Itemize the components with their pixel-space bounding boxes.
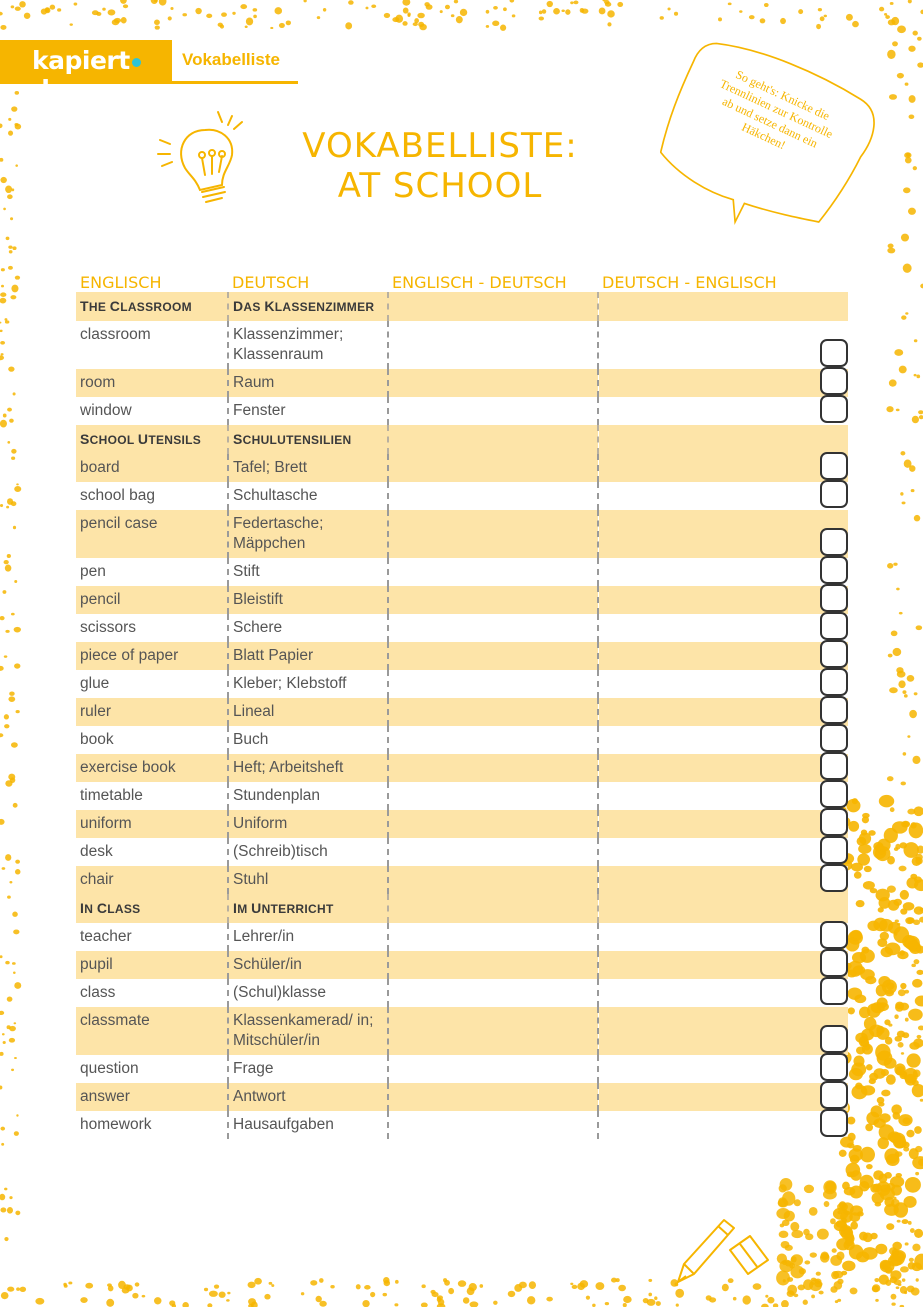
checkbox[interactable]: [820, 528, 848, 556]
practice-cell-english-german: [388, 1055, 598, 1083]
practice-cell-english-german: [388, 726, 598, 754]
practice-cell-english-german: [388, 979, 598, 1007]
table-row: [76, 754, 848, 782]
german-word: Antwort: [228, 1083, 388, 1111]
table-row: [76, 923, 848, 951]
practice-cell-english-german: [388, 838, 598, 866]
practice-cell-english-german: [388, 586, 598, 614]
english-word: question: [80, 1060, 139, 1077]
lightbulb-icon: [150, 100, 260, 215]
practice-cell-german-english: [598, 482, 848, 510]
practice-cell-german-english: [598, 923, 848, 951]
english-word: window: [80, 402, 132, 419]
german-word: Schere: [228, 614, 388, 642]
english-word: pen: [80, 563, 106, 580]
german-word: Lehrer/in: [228, 923, 388, 951]
english-word: board: [76, 454, 228, 482]
german-word: Heft; Arbeitsheft: [228, 754, 388, 782]
table-row: [76, 454, 848, 482]
practice-cell-english-german: [388, 754, 598, 782]
practice-cell-english-german: [388, 894, 598, 923]
pencil-eraser-icon: [670, 1210, 780, 1295]
english-word: pencil: [76, 586, 228, 614]
english-word: pupil: [76, 951, 228, 979]
checkbox[interactable]: [820, 339, 848, 367]
title-line-1: VOKABELLISTE:: [302, 126, 578, 166]
title-line-2: AT SCHOOL: [337, 166, 543, 206]
english-word: homework: [80, 1116, 152, 1133]
table-row: [76, 1083, 848, 1111]
checkbox[interactable]: [820, 864, 848, 892]
table-row: [76, 1111, 848, 1139]
checkbox[interactable]: [820, 752, 848, 780]
practice-cell-german-english: [598, 369, 848, 397]
checkbox[interactable]: [820, 395, 848, 423]
table-row: [76, 1007, 848, 1055]
practice-cell-german-english: [598, 586, 848, 614]
table-row: [76, 951, 848, 979]
practice-cell-german-english: [598, 810, 848, 838]
practice-cell-german-english: [598, 1083, 848, 1111]
practice-cell-german-english: [598, 642, 848, 670]
table-header-row: [76, 266, 848, 292]
practice-cell-english-german: [388, 292, 598, 321]
practice-cell-german-english: [598, 726, 848, 754]
german-word: Stuhl: [228, 866, 388, 894]
english-word: piece of paper: [76, 642, 228, 670]
table-row: [76, 782, 848, 810]
practice-cell-german-english: [598, 1007, 848, 1055]
checkbox[interactable]: [820, 480, 848, 508]
table-row: [76, 1055, 848, 1083]
practice-cell-english-german: [388, 670, 598, 698]
german-word: Blatt Papier: [228, 642, 388, 670]
practice-cell-english-german: [388, 558, 598, 586]
english-word: school bag: [80, 487, 155, 504]
checkbox[interactable]: [820, 640, 848, 668]
table-row: [76, 510, 848, 558]
checkbox[interactable]: [820, 556, 848, 584]
english-word: desk: [80, 843, 113, 860]
table-row: [76, 321, 848, 369]
german-word: Federtasche; Mäppchen: [228, 510, 388, 558]
practice-cell-english-german: [388, 1007, 598, 1055]
section-header-row: [76, 894, 848, 923]
practice-cell-english-german: [388, 1111, 598, 1139]
german-word: Stundenplan: [228, 782, 388, 810]
checkbox[interactable]: [820, 724, 848, 752]
instruction-text: So geht's: Knicke die Trennlinien zur Kontrolle ab und setze dann ein Häkchen!: [717, 67, 836, 153]
page-title: [300, 126, 580, 206]
table-row: [76, 670, 848, 698]
english-word: timetable: [80, 787, 143, 804]
section-label-german: DAS KLASSENZIMMER: [228, 292, 388, 321]
german-word: Schüler/in: [228, 951, 388, 979]
practice-cell-german-english: [598, 425, 848, 454]
practice-cell-german-english: [598, 454, 848, 482]
vocabulary-table: [76, 266, 848, 1139]
table-row: [76, 838, 848, 866]
checkbox[interactable]: [820, 780, 848, 808]
german-word: Schultasche: [228, 482, 388, 510]
table-row: [76, 698, 848, 726]
checkbox[interactable]: [820, 696, 848, 724]
practice-cell-english-german: [388, 482, 598, 510]
practice-cell-german-english: [598, 838, 848, 866]
section-label-english: SCHOOL UTENSILS: [76, 425, 228, 454]
table-row: [76, 726, 848, 754]
column-header-german-english: DEUTSCH - ENGLISCH: [602, 273, 777, 292]
checkbox[interactable]: [820, 367, 848, 395]
section-label-german: SCHULUTENSILIEN: [228, 425, 388, 454]
column-header-german: DEUTSCH: [232, 273, 310, 292]
table-row: [76, 369, 848, 397]
checkbox[interactable]: [820, 1109, 848, 1137]
practice-cell-english-german: [388, 510, 598, 558]
practice-cell-english-german: [388, 397, 598, 425]
german-word: Hausaufgaben: [228, 1111, 388, 1139]
column-header-english-german: ENGLISCH - DEUTSCH: [392, 273, 567, 292]
english-word: pencil case: [76, 510, 228, 558]
english-word: exercise book: [76, 754, 228, 782]
practice-cell-german-english: [598, 397, 848, 425]
english-word: ruler: [76, 698, 228, 726]
english-word: answer: [76, 1083, 228, 1111]
german-word: Buch: [228, 726, 388, 754]
german-word: (Schul)klasse: [228, 979, 388, 1007]
practice-cell-german-english: [598, 614, 848, 642]
column-header-english: ENGLISCH: [80, 273, 162, 292]
german-word: Raum: [228, 369, 388, 397]
practice-cell-english-german: [388, 810, 598, 838]
practice-cell-german-english: [598, 979, 848, 1007]
checkbox[interactable]: [820, 1081, 848, 1109]
header-label: Vokabelliste: [182, 50, 280, 69]
practice-cell-german-english: [598, 1055, 848, 1083]
english-word: glue: [80, 675, 110, 692]
german-word: Fenster: [228, 397, 388, 425]
header-bar: [0, 40, 298, 104]
checkbox[interactable]: [820, 452, 848, 480]
english-word: teacher: [80, 928, 132, 945]
german-word: Klassenzimmer; Klassenraum: [228, 321, 388, 369]
practice-cell-german-english: [598, 670, 848, 698]
practice-cell-english-german: [388, 698, 598, 726]
german-word: Bleistift: [228, 586, 388, 614]
practice-cell-english-german: [388, 425, 598, 454]
english-word: class: [80, 984, 116, 1001]
table-row: [76, 642, 848, 670]
checkbox[interactable]: [820, 584, 848, 612]
practice-cell-german-english: [598, 894, 848, 923]
table-row: [76, 482, 848, 510]
practice-cell-german-english: [598, 1111, 848, 1139]
table-row: [76, 397, 848, 425]
logo-text: kapiert: [32, 46, 130, 75]
practice-cell-german-english: [598, 292, 848, 321]
german-word: Tafel; Brett: [228, 454, 388, 482]
checkbox[interactable]: [820, 977, 848, 1005]
checkbox[interactable]: [820, 921, 848, 949]
german-word: Stift: [228, 558, 388, 586]
english-word: scissors: [80, 619, 136, 636]
practice-cell-german-english: [598, 754, 848, 782]
practice-cell-english-german: [388, 369, 598, 397]
checkbox[interactable]: [820, 1025, 848, 1053]
section-header-row: [76, 292, 848, 321]
german-word: Lineal: [228, 698, 388, 726]
german-word: (Schreib)tisch: [228, 838, 388, 866]
practice-cell-english-german: [388, 866, 598, 894]
checkbox[interactable]: [820, 836, 848, 864]
practice-cell-english-german: [388, 1083, 598, 1111]
checkbox[interactable]: [820, 949, 848, 977]
practice-cell-german-english: [598, 321, 848, 369]
practice-cell-german-english: [598, 558, 848, 586]
table-row: [76, 866, 848, 894]
practice-cell-english-german: [388, 614, 598, 642]
practice-cell-german-english: [598, 510, 848, 558]
logo-tld: de: [32, 75, 66, 104]
section-label-english: IN CLASS: [76, 894, 228, 923]
practice-cell-german-english: [598, 782, 848, 810]
checkbox[interactable]: [820, 1053, 848, 1081]
german-word: Kleber; Klebstoff: [228, 670, 388, 698]
table-row: [76, 979, 848, 1007]
practice-cell-english-german: [388, 454, 598, 482]
german-word: Klassenkamerad/ in; Mitschüler/in: [228, 1007, 388, 1055]
english-word: classmate: [76, 1007, 228, 1055]
section-header-row: [76, 425, 848, 454]
practice-cell-german-english: [598, 866, 848, 894]
practice-cell-english-german: [388, 642, 598, 670]
checkbox[interactable]: [820, 808, 848, 836]
table-row: [76, 810, 848, 838]
german-word: Uniform: [228, 810, 388, 838]
english-word: classroom: [80, 326, 151, 343]
checkbox[interactable]: [820, 668, 848, 696]
section-label-english: THE CLASSROOM: [76, 292, 228, 321]
table-row: [76, 558, 848, 586]
logo: [0, 40, 172, 104]
practice-cell-german-english: [598, 951, 848, 979]
practice-cell-german-english: [598, 698, 848, 726]
english-word: room: [76, 369, 228, 397]
table-row: [76, 614, 848, 642]
checkbox[interactable]: [820, 612, 848, 640]
practice-cell-english-german: [388, 951, 598, 979]
english-word: book: [80, 731, 114, 748]
instruction-speech-bubble: [660, 36, 880, 236]
practice-cell-english-german: [388, 321, 598, 369]
english-word: chair: [76, 866, 228, 894]
english-word: uniform: [76, 810, 228, 838]
table-row: [76, 586, 848, 614]
practice-cell-english-german: [388, 923, 598, 951]
section-label-german: IM UNTERRICHT: [228, 894, 388, 923]
german-word: Frage: [228, 1055, 388, 1083]
practice-cell-english-german: [388, 782, 598, 810]
